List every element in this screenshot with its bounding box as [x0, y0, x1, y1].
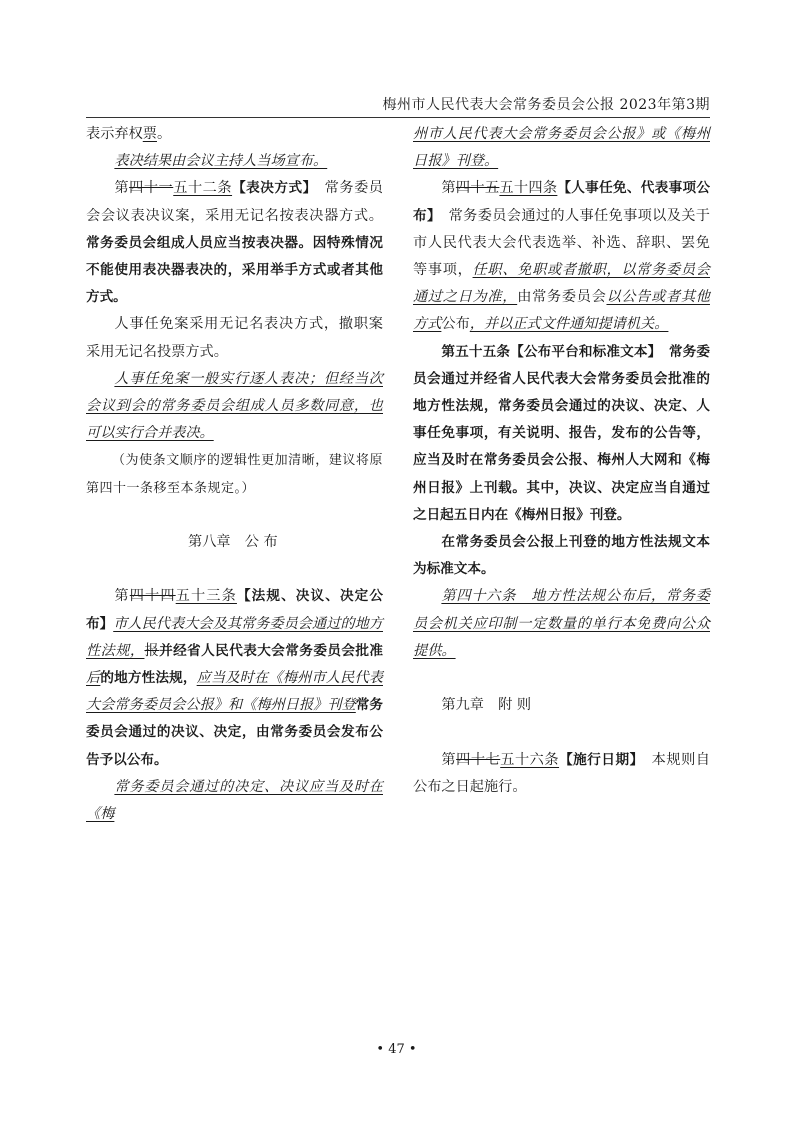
chapter-8-heading: 第八章 公 布	[188, 534, 278, 551]
article-voting-method: 第四十一五十二条【表决方式】 常务委员会会议表决议案，采用无记名按表决器方式。常务委员会组成人员应当按表决器。因特殊情况不能使用表决器表决的，采用举手方式或者其他方式。	[86, 180, 383, 306]
paragraph-continued: 州市人民代表大会常务委员会公报》或《梅州日报》刊登。	[413, 126, 710, 170]
article-publication-platform: 第五十五条【公布平台和标准文本】 常务委员会通过并经省人民代表大会常务委员会批准的地方性法规，常务委员会通过的决议、决定、人事任免事项，有关说明、报告，发布的公告等，应当及时在常务委员会公报、梅州人大网和《梅州日报》上刊载。其中，决议、决定应当自通过之日起五日内在《梅州日报》刊登。	[413, 343, 711, 523]
paragraph-result: 表决结果由会议主持人当场宣布。	[114, 153, 328, 170]
paragraph-decision-publish: 常务委员会通过的决定、决议应当及时在《梅	[86, 778, 383, 823]
article-publication: 第四十四五十三条【法规、决议、决定公布】市人民代表大会及其常务委员会通过的地方性法规，报并经省人民代表大会常务委员会批准后的地方性法规，应当及时在《梅州市人民代表大会常务委员会公报》和《梅州日报》刊登常务委员会通过的决议、决定，由常务委员会发布公告予以公布。	[86, 588, 383, 768]
left-column	[86, 121, 383, 828]
page-number: • 47 •	[376, 1042, 417, 1057]
paragraph-standard-text: 在常务委员会公报上刊登的地方性法规文本为标准文本。	[413, 534, 710, 578]
paragraph-abstain: 表示弃权票。	[86, 126, 172, 142]
chapter-9-heading: 第九章 附 则	[441, 697, 532, 714]
page-header: 梅州市人民代表大会常务委员会公报 2023年第3期	[382, 97, 710, 113]
revision-note: （为使条文顺序的逻辑性更加清晰，建议将原第四十一条移至本条规定。）	[86, 453, 383, 496]
article-appointment-publication: 第四十五五十四条【人事任免、代表事项公布】 常务委员会通过的人事任免事项以及关于市人民代表大会代表选举、补选、辞职、罢免等事项，任职、免职或者撤职，以常务委员会通过之日为准，由常务委员会以公告或者其他方式公布，并以正式文件通知提请机关。	[413, 180, 710, 333]
header-rule	[86, 117, 710, 118]
paragraph-appointment-vote: 人事任免案采用无记名表决方式，撤职案采用无记名投票方式。	[86, 316, 383, 360]
article-deleted-46: 第四十六条 地方性法规公布后，常务委员会机关应印制一定数量的单行本免费向公众提供。	[413, 588, 710, 659]
article-effective-date: 第四十七五十六条【施行日期】 本规则自公布之日起施行。	[413, 751, 710, 795]
paragraph-individual-vote: 人事任免案一般实行逐人表决；但经当次会议到会的常务委员会组成人员多数同意，也可以实行合并表决。	[86, 370, 383, 442]
right-column	[413, 121, 710, 801]
